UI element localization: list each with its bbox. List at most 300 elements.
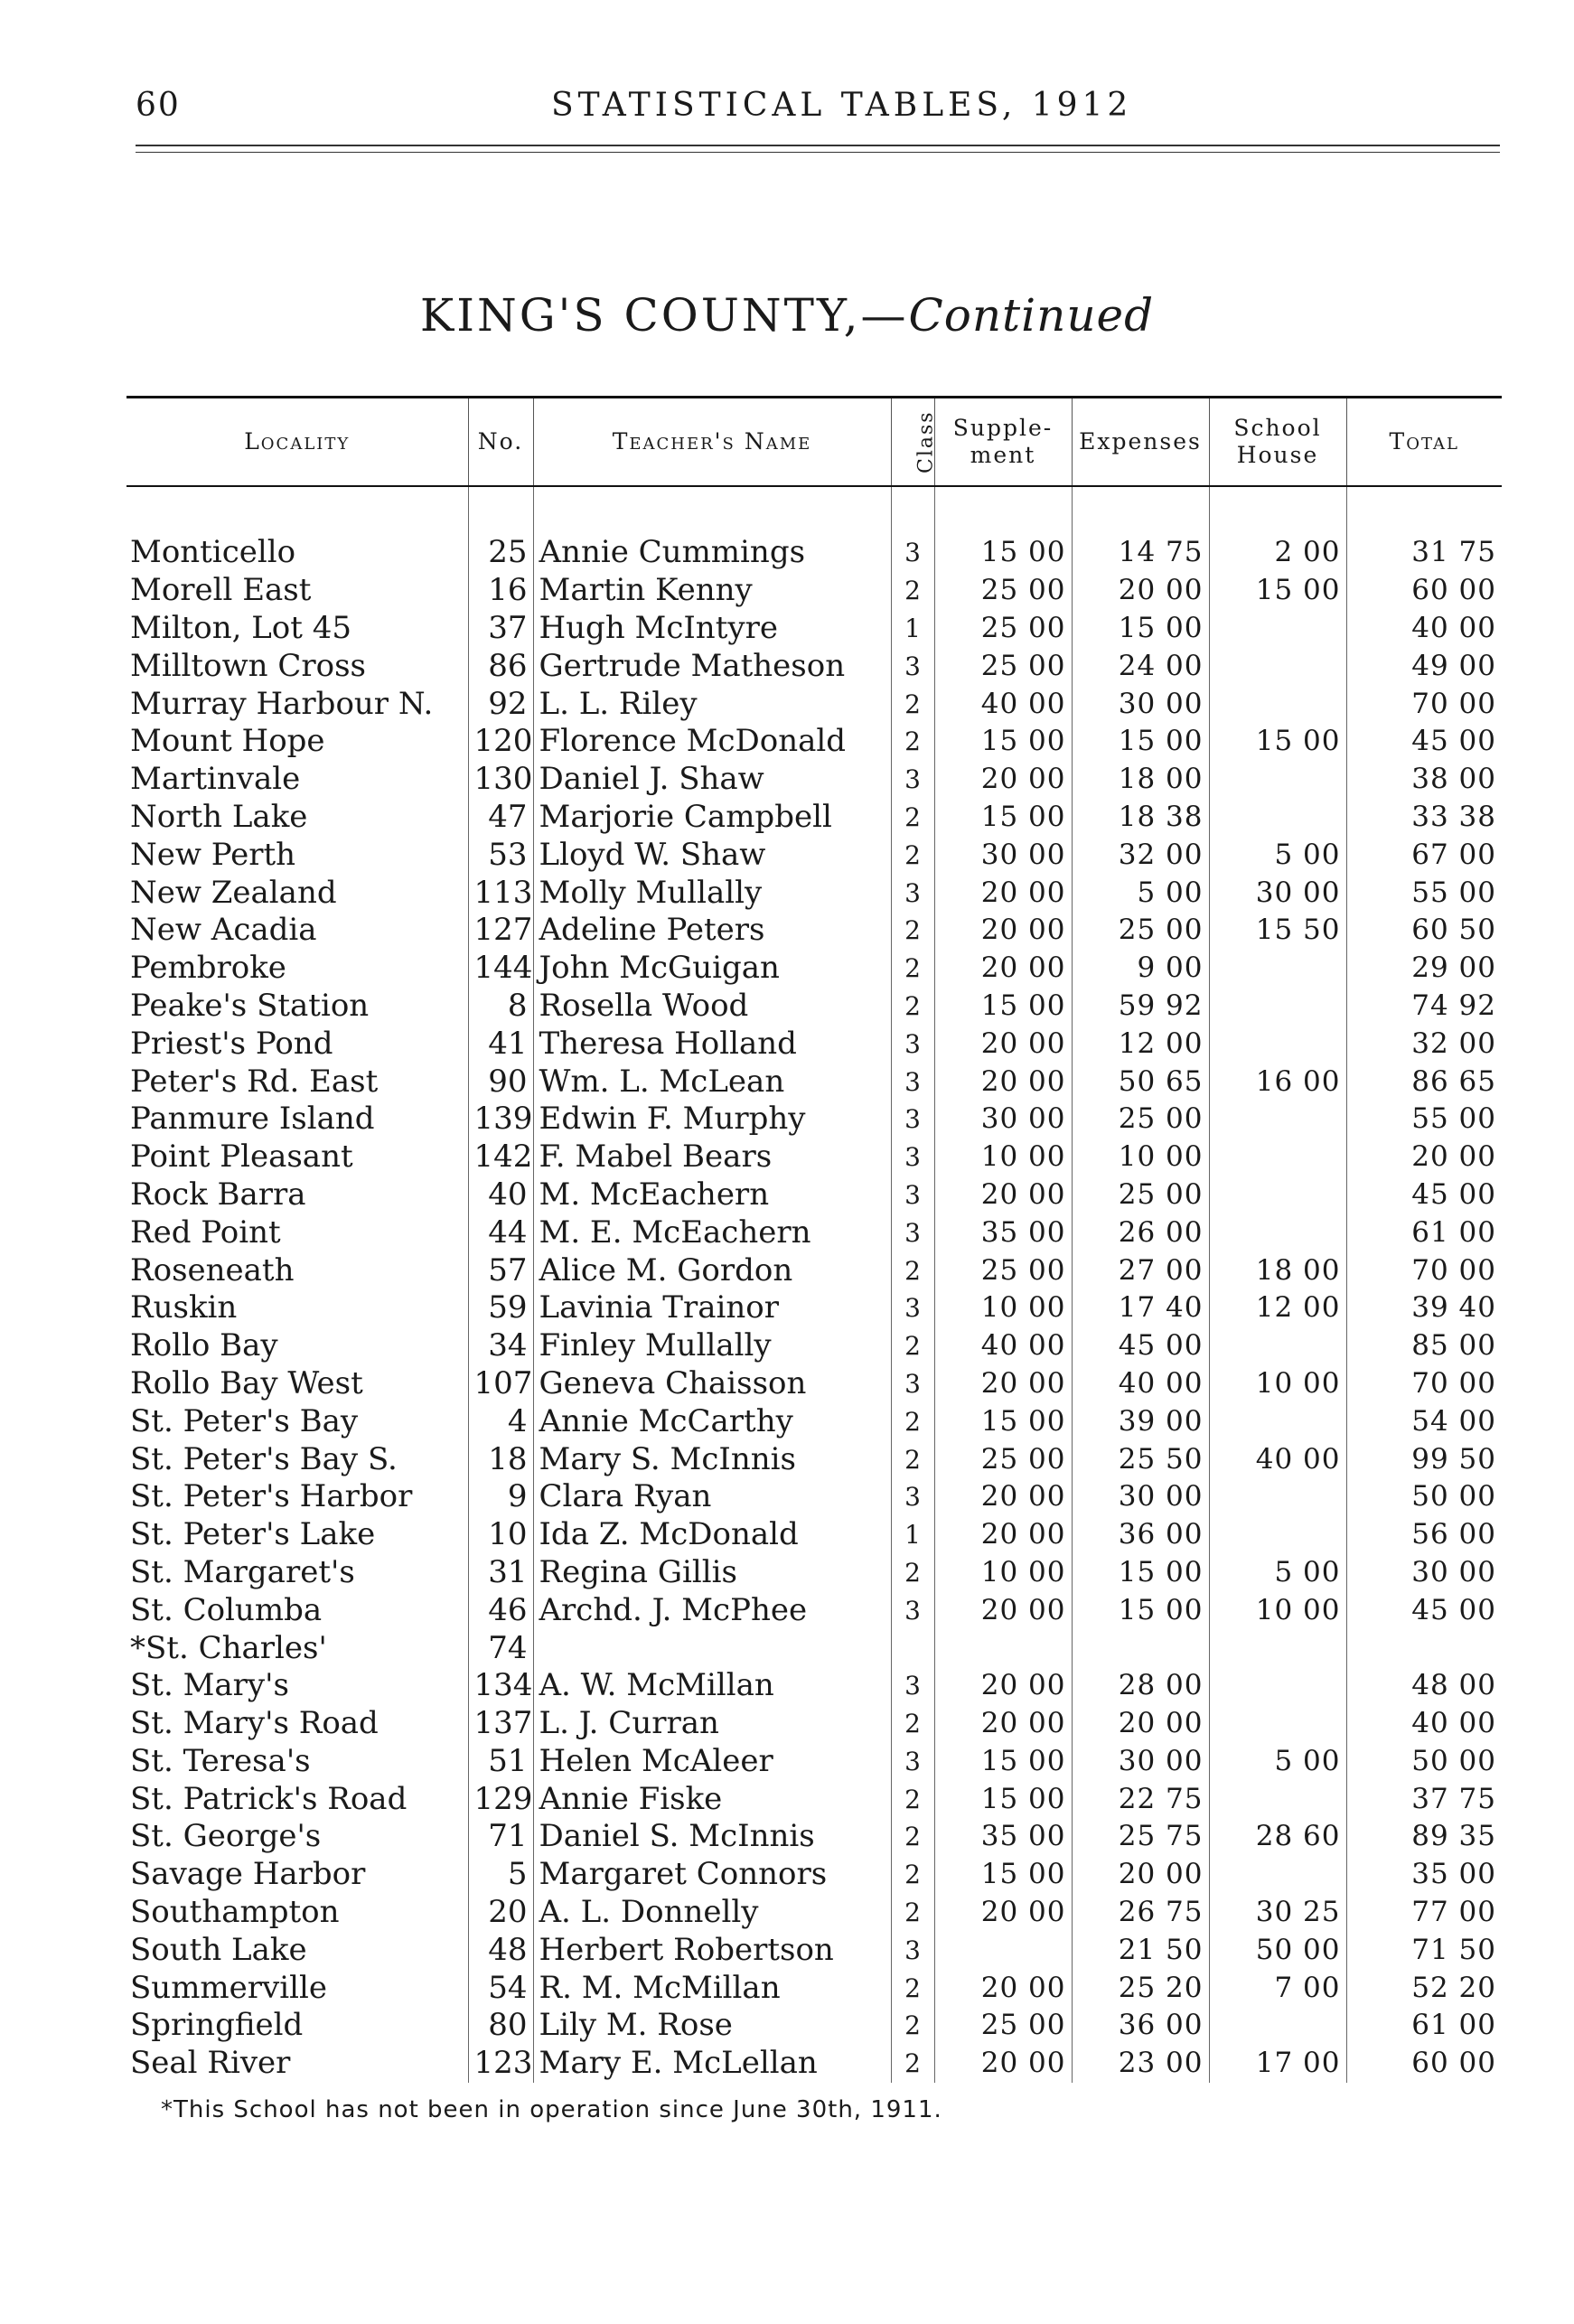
number-cell: 10 (468, 1516, 533, 1554)
expenses-cell: 20 00 (1072, 1856, 1209, 1894)
locality-cell: New Zealand (130, 874, 337, 911)
table-row (126, 1101, 1502, 1139)
teacher-name-cell: Theresa Holland (533, 1025, 891, 1063)
school-house-cell: 2 00 (1209, 534, 1346, 572)
locality-cell: St. Peter's Bay S. (130, 1440, 398, 1477)
locality-cell: Martinvale (130, 761, 301, 798)
locality-cell: Seal River (130, 2045, 291, 2082)
supplement-cell: 20 00 (934, 912, 1072, 950)
table-row (126, 1554, 1502, 1592)
number-cell: 9 (468, 1478, 533, 1516)
expenses-cell: 25 50 (1072, 1440, 1209, 1478)
class-cell: 2 (891, 1327, 934, 1365)
table-body (126, 486, 1502, 2083)
locality-cell: Panmure Island (130, 1101, 375, 1138)
number-cell: 123 (468, 2045, 533, 2083)
table-row (126, 1440, 1502, 1478)
teacher-name-cell: Molly Mullally (533, 874, 891, 912)
number-cell: 20 (468, 1894, 533, 1932)
expenses-cell: 22 75 (1072, 1780, 1209, 1818)
supplement-cell: 35 00 (934, 1214, 1072, 1251)
supplement-cell: 30 00 (934, 836, 1072, 874)
teacher-name-cell: Martin Kenny (533, 572, 891, 610)
table-spacer-row (126, 486, 1502, 534)
table-row (126, 1591, 1502, 1629)
column-header-expenses: Expenses (1072, 398, 1209, 487)
supplement-cell: 20 00 (934, 1969, 1072, 2007)
class-cell: 3 (891, 1289, 934, 1327)
number-cell: 71 (468, 1818, 533, 1856)
column-header-no: No. (468, 398, 533, 487)
number-cell: 4 (468, 1402, 533, 1440)
table-row (126, 1931, 1502, 1969)
number-cell: 5 (468, 1856, 533, 1894)
supplement-cell: 30 00 (934, 1101, 1072, 1139)
teacher-name-cell: R. M. McMillan (533, 1969, 891, 2007)
number-cell: 57 (468, 1251, 533, 1289)
expenses-cell: 9 00 (1072, 950, 1209, 988)
number-cell: 107 (468, 1365, 533, 1403)
table-row (126, 1063, 1502, 1101)
supplement-cell: 15 00 (934, 1402, 1072, 1440)
locality-cell: Rollo Bay (130, 1327, 278, 1364)
locality-cell: Milton, Lot 45 (130, 609, 351, 646)
number-cell: 127 (468, 912, 533, 950)
school-house-cell: 30 00 (1209, 874, 1346, 912)
number-cell: 53 (468, 836, 533, 874)
number-cell: 37 (468, 610, 533, 648)
teacher-name-cell: Annie McCarthy (533, 1402, 891, 1440)
table-row (126, 1667, 1502, 1705)
supplement-cell: 10 00 (934, 1289, 1072, 1327)
number-cell: 16 (468, 572, 533, 610)
school-house-cell (1209, 1402, 1346, 1440)
expenses-cell: 28 00 (1072, 1667, 1209, 1705)
header-rule-top (136, 145, 1500, 146)
total-cell: 45 00 (1346, 1591, 1502, 1629)
supplement-cell: 20 00 (934, 1365, 1072, 1403)
table-title (0, 289, 1574, 342)
table-row (126, 988, 1502, 1026)
supplement-cell: 15 00 (934, 1856, 1072, 1894)
teacher-name-cell: Alice M. Gordon (533, 1251, 891, 1289)
class-cell: 2 (891, 2045, 934, 2083)
locality-cell: Roseneath (130, 1251, 295, 1289)
locality-cell: Pembroke (130, 950, 286, 987)
supplement-cell: 15 00 (934, 988, 1072, 1026)
class-cell: 1 (891, 1516, 934, 1554)
class-cell: 3 (891, 1478, 934, 1516)
table-row (126, 534, 1502, 572)
teacher-name-cell: Lavinia Trainor (533, 1289, 891, 1327)
locality-cell: South Lake (130, 1931, 307, 1968)
locality-cell: St. Columba (130, 1591, 323, 1628)
class-cell: 3 (891, 1365, 934, 1403)
teacher-name-cell: Daniel S. McInnis (533, 1818, 891, 1856)
school-house-cell: 40 00 (1209, 1440, 1346, 1478)
supplement-cell: 25 00 (934, 1251, 1072, 1289)
expenses-cell: 26 00 (1072, 1214, 1209, 1251)
supplement-cell: 40 00 (934, 1327, 1072, 1365)
number-cell: 92 (468, 685, 533, 723)
total-cell: 48 00 (1346, 1667, 1502, 1705)
expenses-cell: 20 00 (1072, 572, 1209, 610)
total-cell: 60 00 (1346, 2045, 1502, 2083)
school-house-cell (1209, 799, 1346, 837)
locality-cell: Priest's Pond (130, 1025, 333, 1062)
class-cell: 2 (891, 572, 934, 610)
expenses-cell: 59 92 (1072, 988, 1209, 1026)
number-cell: 139 (468, 1101, 533, 1139)
table-row (126, 1629, 1502, 1667)
supplement-cell: 10 00 (934, 1554, 1072, 1592)
teacher-name-cell: Geneva Chaisson (533, 1365, 891, 1403)
teacher-name-cell: Lily M. Rose (533, 2007, 891, 2045)
statistics-table (126, 396, 1502, 2083)
table-row (126, 874, 1502, 912)
supplement-cell: 20 00 (934, 1025, 1072, 1063)
school-house-cell: 18 00 (1209, 1251, 1346, 1289)
teacher-name-cell: Wm. L. McLean (533, 1063, 891, 1101)
school-house-cell: 17 00 (1209, 2045, 1346, 2083)
total-cell: 37 75 (1346, 1780, 1502, 1818)
school-house-cell: 28 60 (1209, 1818, 1346, 1856)
teacher-name-cell: Margaret Connors (533, 1856, 891, 1894)
number-cell: 90 (468, 1063, 533, 1101)
class-cell: 2 (891, 988, 934, 1026)
expenses-cell: 18 38 (1072, 799, 1209, 837)
number-cell: 74 (468, 1629, 533, 1667)
locality-cell: *St. Charles' (130, 1629, 327, 1666)
teacher-name-cell: Herbert Robertson (533, 1931, 891, 1969)
school-house-cell: 15 00 (1209, 572, 1346, 610)
total-cell: 70 00 (1346, 685, 1502, 723)
school-house-cell: 10 00 (1209, 1591, 1346, 1629)
total-cell: 40 00 (1346, 610, 1502, 648)
locality-cell: Summerville (130, 1969, 327, 2006)
header-rule-bottom (136, 152, 1500, 153)
table-row (126, 950, 1502, 988)
number-cell: 48 (468, 1931, 533, 1969)
total-cell: 74 92 (1346, 988, 1502, 1026)
school-house-cell (1209, 1667, 1346, 1705)
expenses-cell: 30 00 (1072, 1743, 1209, 1781)
table-row (126, 912, 1502, 950)
table-row (126, 1214, 1502, 1251)
table-title-continued: Continued (908, 289, 1155, 342)
table-row (126, 610, 1502, 648)
locality-cell: St. Peter's Lake (130, 1516, 376, 1553)
total-cell: 29 00 (1346, 950, 1502, 988)
footnote: *This School has not been in operation since June 30th, 1911. (161, 2096, 942, 2123)
total-cell: 31 75 (1346, 534, 1502, 572)
table-row (126, 723, 1502, 761)
column-header-teacher: Teacher's Name (533, 398, 891, 487)
supplement-cell: 35 00 (934, 1818, 1072, 1856)
number-cell: 41 (468, 1025, 533, 1063)
school-house-cell (1209, 1025, 1346, 1063)
locality-cell: Mount Hope (130, 723, 325, 760)
locality-cell: Ruskin (130, 1289, 238, 1326)
table-row (126, 1025, 1502, 1063)
locality-cell: St. Peter's Harbor (130, 1478, 413, 1515)
supplement-cell (934, 1931, 1072, 1969)
teacher-name-cell: Regina Gillis (533, 1554, 891, 1592)
school-house-cell (1209, 761, 1346, 799)
class-cell (891, 1629, 934, 1667)
supplement-cell: 20 00 (934, 1591, 1072, 1629)
total-cell: 77 00 (1346, 1894, 1502, 1932)
total-cell: 61 00 (1346, 1214, 1502, 1251)
expenses-cell: 32 00 (1072, 836, 1209, 874)
class-cell: 2 (891, 1969, 934, 2007)
locality-cell: Rollo Bay West (130, 1364, 363, 1401)
class-cell: 2 (891, 1251, 934, 1289)
supplement-cell: 20 00 (934, 874, 1072, 912)
expenses-cell: 30 00 (1072, 685, 1209, 723)
locality-cell: St. Patrick's Road (130, 1780, 408, 1817)
teacher-name-cell: Adeline Peters (533, 912, 891, 950)
locality-cell: Savage Harbor (130, 1856, 366, 1893)
teacher-name-cell: Daniel J. Shaw (533, 761, 891, 799)
teacher-name-cell (533, 1629, 891, 1667)
expenses-cell: 24 00 (1072, 647, 1209, 685)
supplement-cell: 15 00 (934, 534, 1072, 572)
teacher-name-cell: Hugh McIntyre (533, 610, 891, 648)
total-cell: 55 00 (1346, 874, 1502, 912)
locality-cell: Murray Harbour N. (130, 685, 434, 722)
school-house-cell (1209, 1780, 1346, 1818)
number-cell: 137 (468, 1705, 533, 1743)
number-cell: 144 (468, 950, 533, 988)
number-cell: 40 (468, 1176, 533, 1214)
teacher-name-cell: L. L. Riley (533, 685, 891, 723)
total-cell: 70 00 (1346, 1365, 1502, 1403)
school-house-cell (1209, 988, 1346, 1026)
supplement-cell: 20 00 (934, 1667, 1072, 1705)
expenses-cell: 27 00 (1072, 1251, 1209, 1289)
school-house-cell (1209, 950, 1346, 988)
class-cell: 2 (891, 1705, 934, 1743)
table-title-main: KING'S COUNTY,— (419, 289, 909, 342)
expenses-cell: 25 00 (1072, 1176, 1209, 1214)
running-head (126, 87, 1500, 132)
class-cell: 2 (891, 685, 934, 723)
class-cell: 2 (891, 1554, 934, 1592)
total-cell: 40 00 (1346, 1705, 1502, 1743)
total-cell: 50 00 (1346, 1743, 1502, 1781)
class-cell: 3 (891, 534, 934, 572)
table-row (126, 2045, 1502, 2083)
supplement-cell: 20 00 (934, 2045, 1072, 2083)
column-header-locality: Locality (126, 398, 468, 487)
expenses-cell: 15 00 (1072, 610, 1209, 648)
class-cell: 3 (891, 1101, 934, 1139)
number-cell: 129 (468, 1780, 533, 1818)
supplement-cell: 25 00 (934, 1440, 1072, 1478)
table-row (126, 2007, 1502, 2045)
expenses-cell (1072, 1629, 1209, 1667)
supplement-cell: 20 00 (934, 950, 1072, 988)
number-cell: 34 (468, 1327, 533, 1365)
supplement-cell: 20 00 (934, 1478, 1072, 1516)
table-row (126, 1289, 1502, 1327)
teacher-name-cell: L. J. Curran (533, 1705, 891, 1743)
class-cell: 3 (891, 647, 934, 685)
number-cell: 51 (468, 1743, 533, 1781)
teacher-name-cell: Edwin F. Murphy (533, 1101, 891, 1139)
number-cell: 130 (468, 761, 533, 799)
school-house-cell (1209, 1214, 1346, 1251)
expenses-cell: 14 75 (1072, 534, 1209, 572)
number-cell: 86 (468, 647, 533, 685)
school-house-cell (1209, 610, 1346, 648)
expenses-cell: 21 50 (1072, 1931, 1209, 1969)
expenses-cell: 10 00 (1072, 1139, 1209, 1176)
teacher-name-cell: Mary E. McLellan (533, 2045, 891, 2083)
supplement-cell: 20 00 (934, 761, 1072, 799)
expenses-cell: 20 00 (1072, 1705, 1209, 1743)
expenses-cell: 30 00 (1072, 1478, 1209, 1516)
class-cell: 2 (891, 950, 934, 988)
locality-cell: New Acadia (130, 912, 317, 949)
expenses-cell: 36 00 (1072, 2007, 1209, 2045)
school-house-cell (1209, 1176, 1346, 1214)
number-cell: 59 (468, 1289, 533, 1327)
teacher-name-cell: Helen McAleer (533, 1743, 891, 1781)
school-house-cell (1209, 1705, 1346, 1743)
expenses-cell: 45 00 (1072, 1327, 1209, 1365)
school-house-cell: 5 00 (1209, 1554, 1346, 1592)
number-cell: 142 (468, 1139, 533, 1176)
number-cell: 18 (468, 1440, 533, 1478)
table-row (126, 1818, 1502, 1856)
school-house-cell: 16 00 (1209, 1063, 1346, 1101)
total-cell (1346, 1629, 1502, 1667)
locality-cell: Rock Barra (130, 1176, 306, 1213)
locality-cell: Red Point (130, 1214, 281, 1251)
locality-cell: St. Mary's Road (130, 1705, 379, 1742)
supplement-cell (934, 1629, 1072, 1667)
teacher-name-cell: Gertrude Matheson (533, 647, 891, 685)
column-header-school-house: School House (1209, 398, 1346, 487)
school-house-cell: 50 00 (1209, 1931, 1346, 1969)
expenses-cell: 23 00 (1072, 2045, 1209, 2083)
class-cell: 3 (891, 1743, 934, 1781)
teacher-name-cell: Annie Cummings (533, 534, 891, 572)
teacher-name-cell: Archd. J. McPhee (533, 1591, 891, 1629)
expenses-cell: 36 00 (1072, 1516, 1209, 1554)
class-cell: 3 (891, 1667, 934, 1705)
class-cell: 3 (891, 1214, 934, 1251)
class-cell: 3 (891, 1063, 934, 1101)
expenses-cell: 26 75 (1072, 1894, 1209, 1932)
supplement-cell: 15 00 (934, 1743, 1072, 1781)
total-cell: 55 00 (1346, 1101, 1502, 1139)
locality-cell: Peake's Station (130, 987, 370, 1024)
school-house-cell (1209, 1478, 1346, 1516)
expenses-cell: 25 75 (1072, 1818, 1209, 1856)
number-cell: 47 (468, 799, 533, 837)
total-cell: 60 00 (1346, 572, 1502, 610)
class-cell: 3 (891, 1139, 934, 1176)
column-header-total: Total (1346, 398, 1502, 487)
teacher-name-cell: Rosella Wood (533, 988, 891, 1026)
class-cell: 3 (891, 1176, 934, 1214)
supplement-cell: 25 00 (934, 2007, 1072, 2045)
total-cell: 32 00 (1346, 1025, 1502, 1063)
school-house-cell: 15 50 (1209, 912, 1346, 950)
number-cell: 31 (468, 1554, 533, 1592)
number-cell: 25 (468, 534, 533, 572)
class-cell: 3 (891, 1931, 934, 1969)
table-row (126, 1780, 1502, 1818)
number-cell: 134 (468, 1667, 533, 1705)
expenses-cell: 15 00 (1072, 723, 1209, 761)
school-house-cell (1209, 1101, 1346, 1139)
total-cell: 49 00 (1346, 647, 1502, 685)
total-cell: 54 00 (1346, 1402, 1502, 1440)
column-header-class (891, 398, 938, 487)
school-house-cell: 5 00 (1209, 836, 1346, 874)
locality-cell: Morell East (130, 572, 312, 609)
class-cell: 2 (891, 836, 934, 874)
total-cell: 60 50 (1346, 912, 1502, 950)
supplement-cell: 25 00 (934, 647, 1072, 685)
total-cell: 67 00 (1346, 836, 1502, 874)
class-cell: 3 (891, 874, 934, 912)
class-cell: 3 (891, 1591, 934, 1629)
total-cell: 71 50 (1346, 1931, 1502, 1969)
supplement-cell: 20 00 (934, 1705, 1072, 1743)
column-header-supplement: Supple- ment (934, 398, 1072, 487)
table-row (126, 799, 1502, 837)
table-row (126, 836, 1502, 874)
total-cell: 86 65 (1346, 1063, 1502, 1101)
teacher-name-cell: Lloyd W. Shaw (533, 836, 891, 874)
teacher-name-cell: Ida Z. McDonald (533, 1516, 891, 1554)
supplement-cell: 10 00 (934, 1139, 1072, 1176)
expenses-cell: 25 00 (1072, 912, 1209, 950)
teacher-name-cell: A. L. Donnelly (533, 1894, 891, 1932)
locality-cell: St. Margaret's (130, 1553, 355, 1590)
supplement-cell: 40 00 (934, 685, 1072, 723)
school-house-cell: 12 00 (1209, 1289, 1346, 1327)
locality-cell: St. George's (130, 1818, 322, 1855)
school-house-cell (1209, 1629, 1346, 1667)
table-header-row (126, 398, 1502, 487)
class-cell: 2 (891, 1402, 934, 1440)
total-cell: 99 50 (1346, 1440, 1502, 1478)
locality-cell: North Lake (130, 798, 308, 835)
table-row (126, 1139, 1502, 1176)
expenses-cell: 50 65 (1072, 1063, 1209, 1101)
teacher-name-cell: Annie Fiske (533, 1780, 891, 1818)
expenses-cell: 15 00 (1072, 1591, 1209, 1629)
total-cell: 89 35 (1346, 1818, 1502, 1856)
table-row (126, 1176, 1502, 1214)
table-row (126, 1251, 1502, 1289)
table-row (126, 647, 1502, 685)
school-house-cell: 5 00 (1209, 1743, 1346, 1781)
total-cell: 20 00 (1346, 1139, 1502, 1176)
total-cell: 85 00 (1346, 1327, 1502, 1365)
table-row (126, 1478, 1502, 1516)
table-row (126, 1365, 1502, 1403)
supplement-cell: 15 00 (934, 799, 1072, 837)
locality-cell: Point Pleasant (130, 1139, 353, 1176)
expenses-cell: 25 00 (1072, 1101, 1209, 1139)
